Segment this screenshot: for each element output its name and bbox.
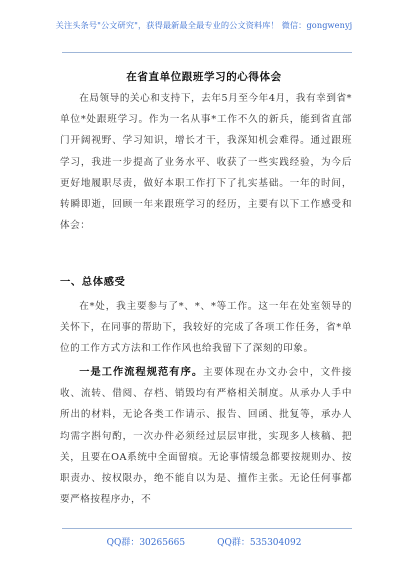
footer-contacts [0,535,408,548]
footer-divider [62,528,352,529]
intro-paragraph: 在局领导的关心和支持下，去年5月至今年4月，我有幸到省*单位*处跟班学习。作为一名从事*工作不久的新兵，能到省直部门开阔视野、学习知识，增长才干，我深知机会难得。通过跟班学习，我进一步提高了业务水平、收获了一些实践经验，为今后更好地履职尽责，做好本职工作打下了扎实基础。一年的时间，转瞬即逝，回顾一年来跟班学习的经历，主要有以下工作感受和体会： [60,93,352,232]
document-title: 在省直单位跟班学习的心得体会 [126,71,282,83]
footer-qq-group-1: QQ群：30265665 [106,538,186,548]
point-body-workflow: 主要体现在办文办会中，文件接收、流转、借阅、存档、销毁均有严格相关制度。从承办人手中所出的材料，无论各类工作请示、报告、回函、批复等，承办人均需字斟句酌，一次办件必须经过层层审批，实现多人核稿、把关，且要在OA系统中全面留痕。无论事情缓急都要按规则办、按职责办、按权限办，绝不能自以为是、擅作主张。无论任何事都要严格按程序办，不 [60,367,352,506]
header-divider [62,52,352,53]
header-banner: 关注头条号"公文研究"，获得最新最全最专业的公文资料库！ 微信：gongwenyj [55,20,353,30]
section-heading-overall: 一、总体感受 [60,276,126,288]
footer-qq-group-2: QQ群：535304092 [217,538,302,548]
point-lead-workflow: 一是工作流程规范有序。 [79,366,204,378]
point-paragraph-workflow [60,362,352,510]
section-body-overall: 在*处，我主要参与了*、*、*等工作。这一年在处室领导的关怀下，在同事的帮助下，我较好的完成了各项工作任务，省*单位的工作方式方法和工作作风也给我留下了深刻的印象。 [60,301,352,355]
